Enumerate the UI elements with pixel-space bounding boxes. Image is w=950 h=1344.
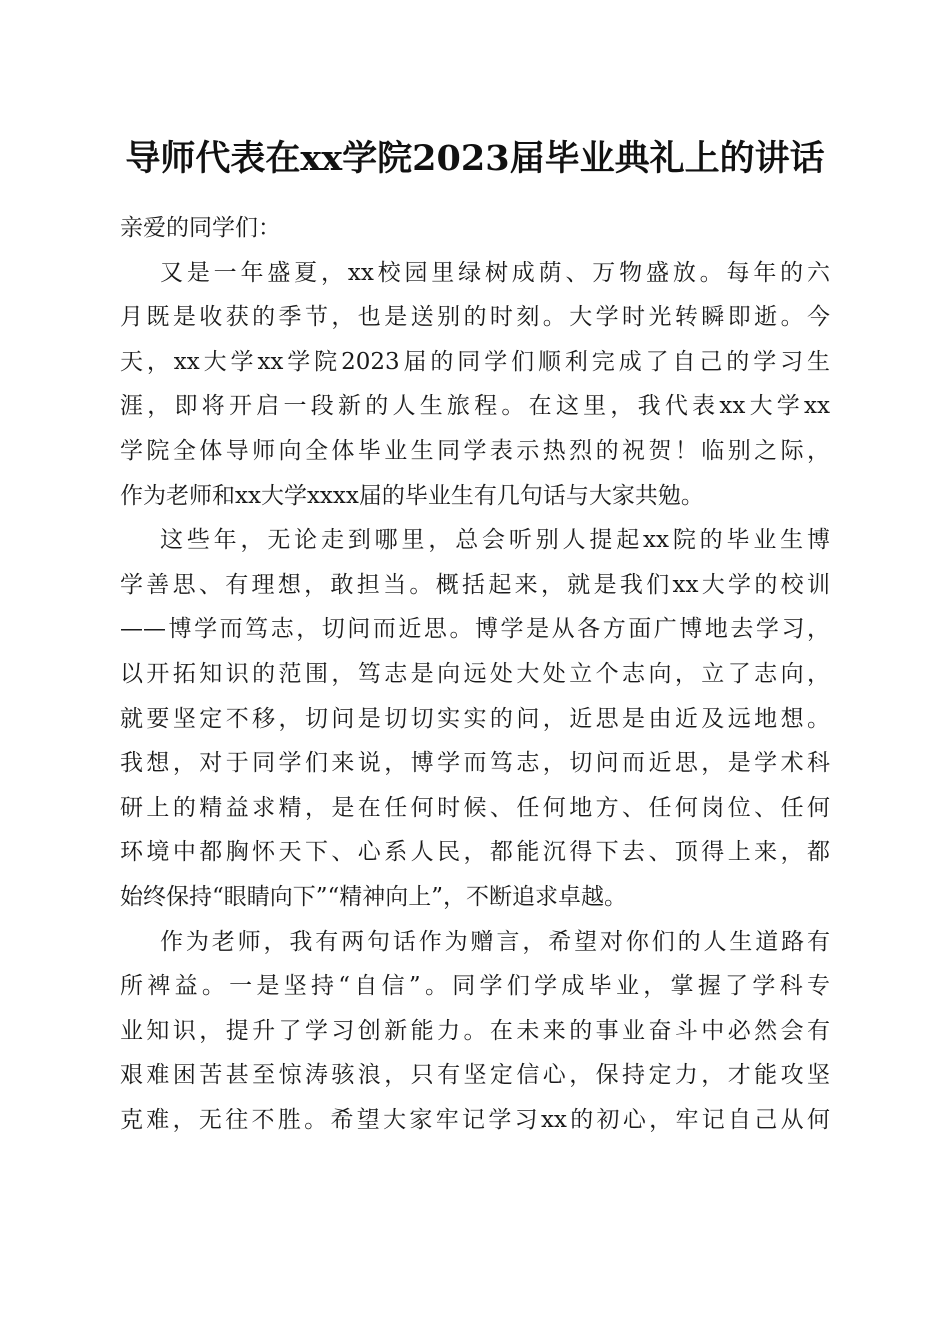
- paragraph-2-line-3: ——博学而笃志，切问而近思。博学是从各方面广博地去学习，: [120, 616, 830, 643]
- paragraph-2-line-8: 环境中都胸怀天下、心系人民，都能沉得下去、顶得上来，都: [120, 839, 830, 866]
- paragraph-2-line-7: 研上的精益求精，是在任何时候、任何地方、任何岗位、任何: [120, 794, 830, 821]
- salutation: 亲爱的同学们：: [120, 215, 281, 241]
- paragraph-2-line-2: 学善思、有理想，敢担当。概括起来，就是我们xx大学的校训: [120, 571, 830, 598]
- paragraph-1-line-6: 作为老师和xx大学xxxx届的毕业生有几句话与大家共勉。: [120, 482, 704, 509]
- paragraph-3-line-5: 克难，无往不胜。希望大家牢记学习xx的初心，牢记自己从何: [120, 1106, 830, 1133]
- document-title: 导师代表在xx学院2023届毕业典礼上的讲话: [125, 138, 825, 179]
- paragraph-3-line-4: 艰难困苦甚至惊涛骇浪，只有坚定信心，保持定力，才能攻坚: [120, 1062, 830, 1089]
- paragraph-1-line-1: 又是一年盛夏，xx校园里绿树成荫、万物盛放。每年的六: [160, 259, 830, 286]
- paragraph-2-line-4: 以开拓知识的范围，笃志是向远处大处立个志向，立了志向，: [120, 660, 830, 687]
- paragraph-1-line-5: 学院全体导师向全体毕业生同学表示热烈的祝贺！临别之际，: [120, 437, 830, 464]
- paragraph-3-line-1: 作为老师，我有两句话作为赠言，希望对你们的人生道路有: [160, 928, 830, 955]
- paragraph-1-line-3: 天，xx大学xx学院2023届的同学们顺利完成了自己的学习生: [120, 348, 830, 375]
- paragraph-3-line-3: 业知识，提升了学习创新能力。在未来的事业奋斗中必然会有: [120, 1017, 830, 1044]
- paragraph-2-line-6: 我想，对于同学们来说，博学而笃志，切问而近思，是学术科: [120, 750, 830, 777]
- paragraph-2-line-5: 就要坚定不移，切问是切切实实的问，近思是由近及远地想。: [120, 705, 830, 732]
- paragraph-2-line-1: 这些年，无论走到哪里，总会听别人提起xx院的毕业生博: [160, 527, 830, 554]
- paragraph-2-line-9: 始终保持“眼睛向下”“精神向上”，不断追求卓越。: [120, 883, 628, 910]
- paragraph-1-line-2: 月既是收获的季节，也是送别的时刻。大学时光转瞬即逝。今: [120, 304, 830, 331]
- paragraph-1-line-4: 涯，即将开启一段新的人生旅程。在这里，我代表xx大学xx: [120, 393, 830, 420]
- document-body: [120, 206, 830, 1142]
- paragraph-3-line-2: 所裨益。一是坚持“自信”。同学们学成毕业，掌握了学科专: [120, 973, 830, 1000]
